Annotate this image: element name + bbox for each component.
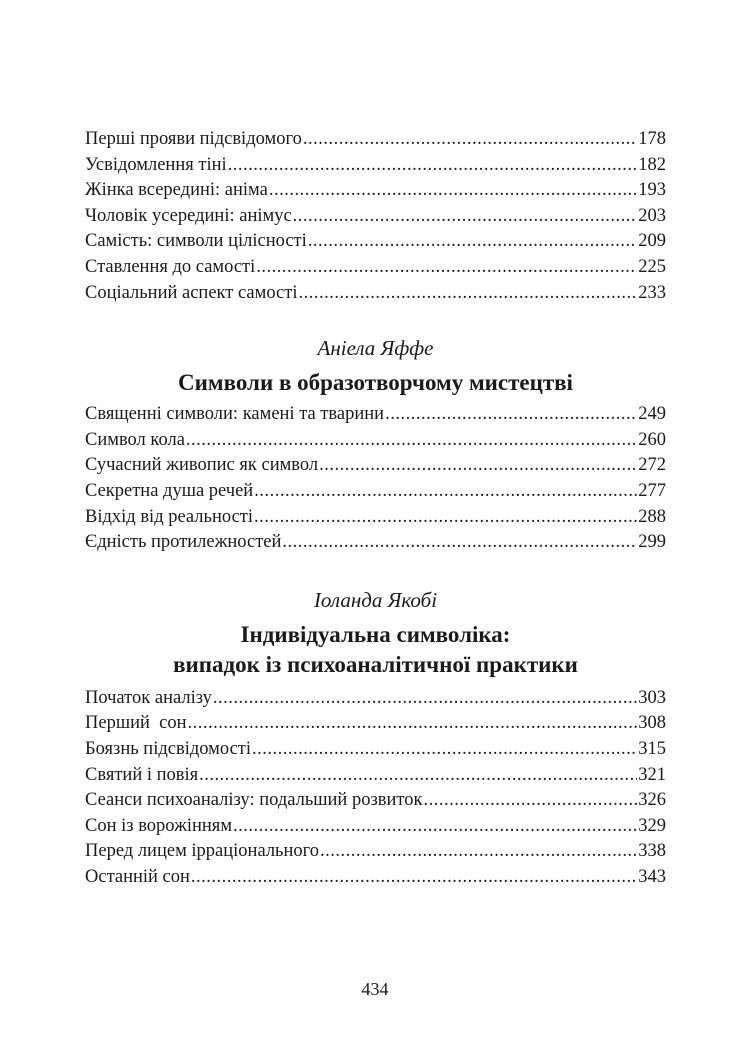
toc-list-section-2 (85, 686, 666, 891)
toc-entry-page: 193 (638, 180, 666, 201)
toc-entry (85, 711, 666, 737)
dot-leader (233, 814, 637, 840)
toc-entry-title: Початок аналізу (85, 687, 212, 708)
toc-entry-title: Символ кола (85, 429, 185, 450)
dot-leader (186, 428, 637, 454)
toc-entry (85, 505, 666, 531)
toc-entry-page: 303 (638, 687, 666, 708)
section-author: Аніела Яффе (317, 336, 434, 361)
toc-entry-page: 315 (638, 738, 666, 759)
toc-entry-title: Соціальний аспект самості (85, 282, 298, 303)
dot-leader (385, 402, 637, 428)
toc-entry-page: 277 (638, 480, 666, 501)
toc-list-block-0 (85, 127, 666, 306)
dot-leader (320, 839, 637, 865)
toc-entry-title: Ставлення до самості (85, 256, 256, 277)
toc-entry (85, 737, 666, 763)
dot-leader (254, 505, 637, 531)
toc-entry-title: Сучасний живопис як символ (85, 455, 319, 476)
toc-entry-title: Відхід від реальності (85, 506, 254, 527)
dot-leader (293, 204, 638, 230)
toc-entry-title: Перед лицем ірраціонального (85, 841, 320, 862)
dot-leader (269, 178, 637, 204)
toc-entry (85, 530, 666, 556)
toc-entry-page: 260 (638, 429, 666, 450)
toc-list-section-1 (85, 402, 666, 556)
toc-entry-page: 321 (638, 764, 666, 785)
toc-entry-page: 209 (638, 231, 666, 252)
toc-entry-title: Боязнь підсвідомості (85, 738, 252, 759)
toc-entry-title: Сеанси психоаналізу: подальший розвиток (85, 790, 423, 811)
section-title-line-2: випадок із психоаналітичної практики (173, 651, 578, 677)
toc-entry (85, 178, 666, 204)
toc-entry-page: 233 (638, 282, 666, 303)
dot-leader (319, 453, 637, 479)
toc-entry-page: 343 (638, 866, 666, 887)
toc-entry (85, 763, 666, 789)
toc-entry-title: Останній сон (85, 866, 190, 887)
toc-entry-page: 326 (638, 790, 666, 811)
toc-entry-title: Самість: символи цілісності (85, 231, 307, 252)
toc-entry-title: Перший сон (85, 713, 187, 734)
toc-entry-title: Перші прояви підсвідомого (85, 129, 302, 149)
dot-leader (282, 530, 637, 556)
toc-entry-page: 299 (638, 532, 666, 553)
dot-leader (308, 229, 637, 255)
dot-leader (256, 255, 637, 281)
toc-entry-page: 308 (638, 713, 666, 734)
toc-entry (85, 865, 666, 891)
toc-entry-title: Сон із ворожінням (85, 815, 233, 836)
dot-leader (252, 737, 637, 763)
dot-leader (299, 281, 638, 307)
toc-entry-title: Священні символи: камені та тварини (85, 404, 385, 425)
dot-leader (228, 153, 638, 179)
toc-entry (85, 153, 666, 179)
toc-entry (85, 839, 666, 865)
toc-entry-page: 203 (638, 205, 666, 226)
toc-entry-title: Секретна душа речей (85, 480, 254, 501)
toc-entry (85, 788, 666, 814)
toc-entry-page: 288 (638, 506, 666, 527)
toc-entry-title: Усвідомлення тіні (85, 154, 227, 175)
toc-entry (85, 686, 666, 712)
toc-entry-title: Святий і повія (85, 764, 199, 785)
toc-entry (85, 479, 666, 505)
toc-entry-page: 225 (638, 256, 666, 277)
toc-entry-page: 249 (638, 404, 666, 425)
dot-leader (423, 788, 637, 814)
section-title: Символи в образотворчому мистецтві (178, 370, 573, 396)
toc-entry (85, 428, 666, 454)
dot-leader (191, 865, 637, 891)
toc-entry-page: 182 (638, 154, 666, 175)
toc-entry-title: Єдність протилежностей (85, 532, 282, 553)
toc-entry-page: 178 (638, 129, 666, 149)
toc-entry (85, 204, 666, 230)
page-number: 434 (361, 979, 389, 999)
toc-entry (85, 281, 666, 307)
toc-entry (85, 255, 666, 281)
dot-leader (199, 763, 637, 789)
toc-entry-page: 272 (638, 455, 666, 476)
dot-leader (213, 686, 637, 712)
table-of-contents (85, 127, 666, 890)
toc-entry-page: 329 (638, 815, 666, 836)
section-author: Іоланда Якобі (313, 587, 438, 612)
toc-entry-page: 338 (638, 841, 666, 862)
toc-entry (85, 402, 666, 428)
toc-entry (85, 229, 666, 255)
dot-leader (254, 479, 637, 505)
toc-entry (85, 453, 666, 479)
toc-entry-title: Чоловік усередині: анімус (85, 205, 292, 226)
toc-entry (85, 814, 666, 840)
toc-entry (85, 127, 666, 153)
toc-entry-title: Жінка всередині: аніма (85, 180, 268, 201)
section-title-line-1: Індивідуальна символіка: (240, 621, 511, 647)
dot-leader (187, 711, 637, 737)
dot-leader (303, 127, 637, 153)
